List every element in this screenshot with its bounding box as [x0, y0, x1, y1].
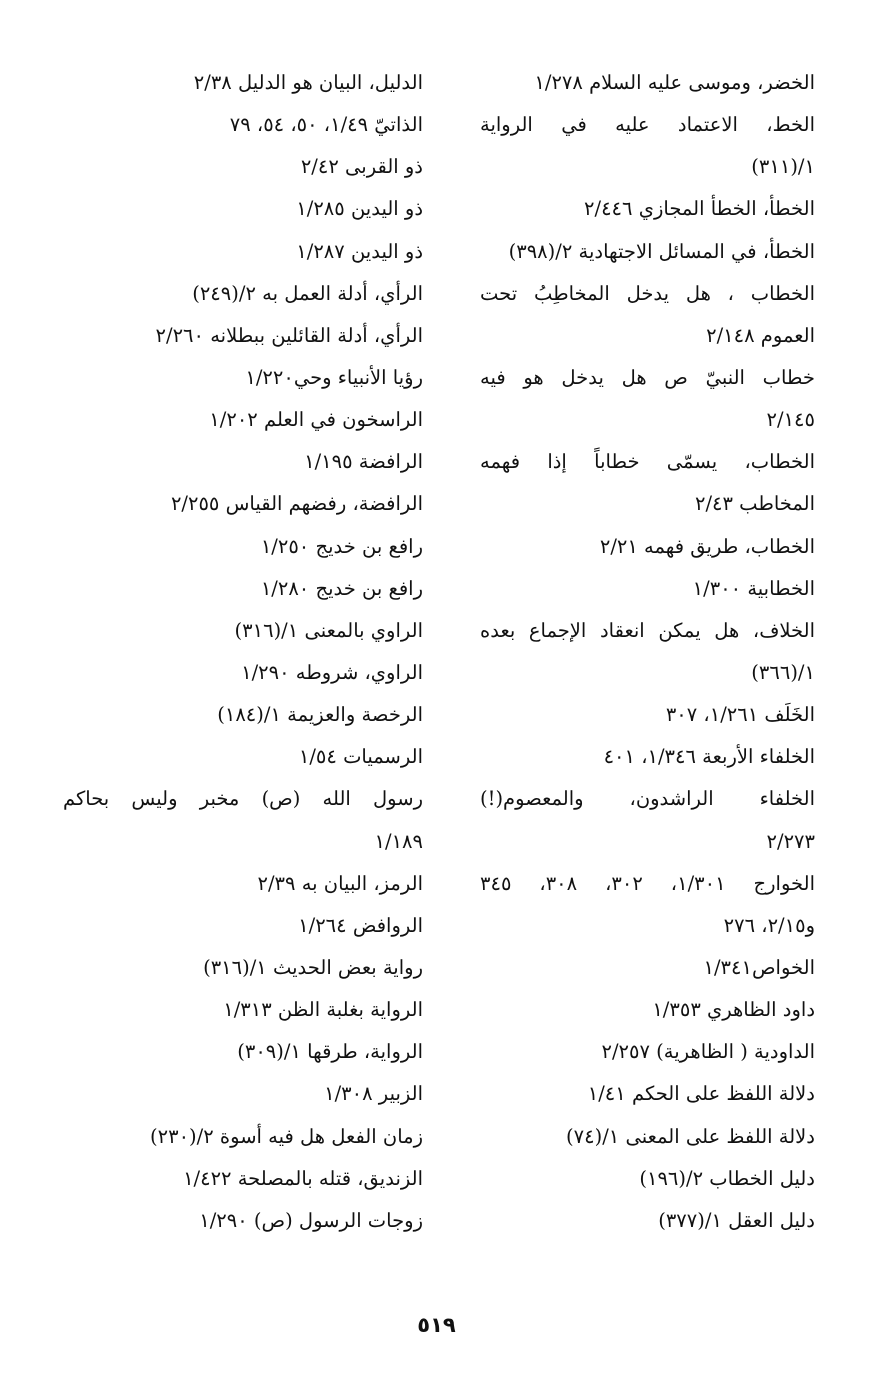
index-entry: الراوي بالمعنى ١/(٣١٦)	[234, 618, 423, 642]
index-entry: الخَلَف ١/٢٦١، ٣٠٧	[665, 703, 815, 727]
index-entry: الروافض ١/٢٦٤	[298, 913, 423, 937]
index-column-right	[480, 62, 815, 1242]
index-entry: و٢/١٥، ٢٧٦	[723, 913, 815, 937]
index-entry: ذو اليدين ١/٢٨٧	[296, 239, 423, 263]
index-entry: الخلفاء الأربعة ١/٣٤٦، ٤٠١	[603, 745, 815, 769]
index-entry: رافع بن خديج ١/٢٨٠	[260, 576, 423, 600]
index-entry: الزنديق، قتله بالمصلحة ١/٤٢٢	[183, 1166, 423, 1190]
index-entry: دلالة اللفظ على الحكم ١/٤١	[587, 1082, 815, 1106]
index-entry: الخطاب، طريق فهمه ٢/٢١	[599, 534, 815, 558]
index-entry: الخطأ، الخطأ المجازي ٢/٤٤٦	[584, 197, 815, 221]
index-entry: الخطاب ، هل يدخل المخاطِبُ تحت	[480, 281, 815, 305]
index-entry: دليل العقل ١/(٣٧٧)	[658, 1208, 815, 1232]
index-entry: الداودية ( الظاهرية) ٢/٢٥٧	[601, 1040, 815, 1064]
index-entry: داود الظاهري ١/٣٥٣	[652, 998, 815, 1022]
index-entry: ذو اليدين ١/٢٨٥	[296, 197, 423, 221]
index-entry: دليل الخطاب ٢/(١٩٦)	[639, 1166, 815, 1190]
index-entry: العموم ٢/١٤٨	[706, 323, 815, 347]
index-entry: الرسميات ١/٥٤	[298, 745, 423, 769]
index-entry: المخاطب ٢/٤٣	[694, 492, 815, 516]
index-entry: الرواية، طرقها ١/(٣٠٩)	[237, 1040, 423, 1064]
index-entry: الراسخون في العلم ١/٢٠٢	[209, 408, 423, 432]
index-entry: رافع بن خديج ١/٢٥٠	[260, 534, 423, 558]
index-entry: ٢/١٤٥	[766, 408, 815, 432]
index-entry: رواية بعض الحديث ١/(٣١٦)	[203, 955, 423, 979]
index-entry: خطاب النبيّ ص هل يدخل هو فيه	[480, 365, 815, 389]
index-entry: الرافضة، رفضهم القياس ٢/٢٥٥	[170, 492, 423, 516]
index-entry: الخطابية ١/٣٠٠	[692, 576, 815, 600]
index-entry: الخوارج ١/٣٠١، ٣٠٢، ٣٠٨، ٣٤٥	[480, 871, 815, 895]
index-entry: الزبير ١/٣٠٨	[324, 1082, 423, 1106]
index-entry: رؤيا الأنبياء وحي١/٢٢٠	[245, 365, 423, 389]
index-entry: الرمز، البيان به ٢/٣٩	[257, 871, 423, 895]
index-entry: الخضر، وموسى عليه السلام ١/٢٧٨	[534, 71, 815, 94]
index-entry: الخواص١/٣٤١	[703, 955, 815, 979]
index-entry: ١/١٨٩	[374, 829, 423, 853]
index-entry: الراوي، شروطه ١/٢٩٠	[241, 660, 423, 684]
index-entry: رسول الله (ص) مخبر وليس بحاكم	[63, 787, 423, 811]
index-entry: الخلفاء الراشدون، والمعصوم(!)	[480, 787, 815, 811]
index-column-left	[63, 62, 423, 1242]
index-entry: دلالة اللفظ على المعنى ١/(٧٤)	[566, 1124, 815, 1148]
index-entry: الدليل، البيان هو الدليل ٢/٣٨	[193, 71, 423, 94]
index-entry: ذو القربى ٢/٤٢	[300, 155, 423, 179]
page-number: ٥١٩	[417, 1313, 456, 1337]
index-entry: الرأي، أدلة العمل به ٢/(٢٤٩)	[192, 281, 423, 305]
index-entry: الخطاب، يسمّى خطاباً إذا فهمه	[480, 450, 815, 474]
index-entry: الرافضة ١/١٩٥	[304, 450, 423, 474]
index-entry: الخطأ، في المسائل الاجتهادية ٢/(٣٩٨)	[508, 239, 815, 263]
index-entry: ١/(٣١١)	[751, 155, 815, 179]
index-entry: ٢/٢٧٣	[766, 829, 815, 853]
index-entry: الخط، الاعتماد عليه في الرواية	[480, 113, 815, 137]
index-entry: الخلاف، هل يمكن انعقاد الإجماع بعده	[480, 618, 815, 642]
index-entry: الذاتيّ ١/٤٩، ٥٠، ٥٤، ٧٩	[229, 113, 423, 137]
index-entry: الرواية بغلبة الظن ١/٣١٣	[223, 998, 423, 1022]
index-entry: الرأي، أدلة القائلين ببطلانه ٢/٢٦٠	[155, 323, 423, 347]
index-entry: الرخصة والعزيمة ١/(١٨٤)	[217, 703, 423, 727]
index-entry: ١/(٣٦٦)	[751, 660, 815, 684]
index-entry: زوجات الرسول (ص) ١/٢٩٠	[199, 1208, 423, 1232]
index-entry: زمان الفعل هل فيه أسوة ٢/(٢٣٠)	[150, 1124, 423, 1148]
